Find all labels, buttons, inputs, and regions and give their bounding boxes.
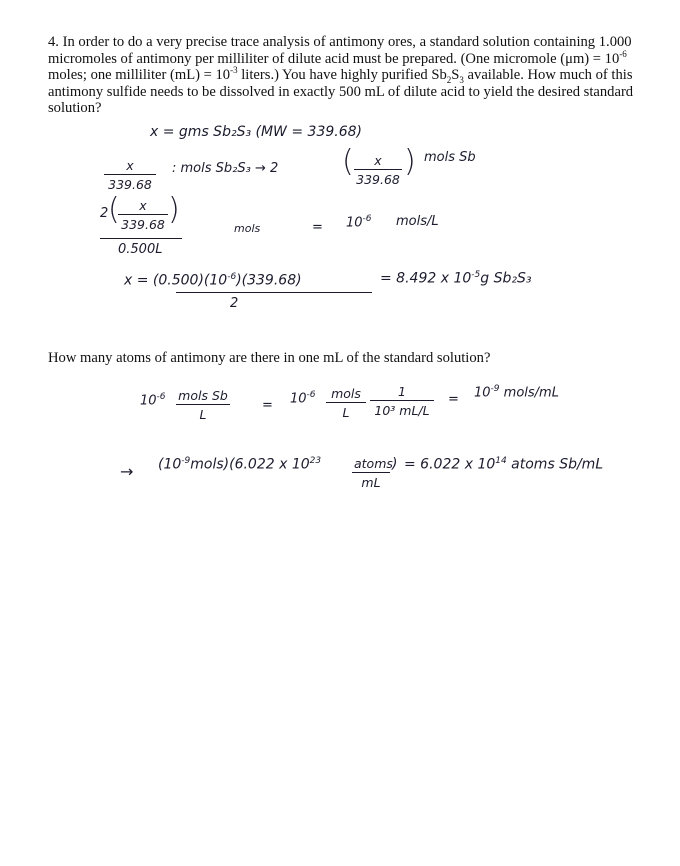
hw-ml-denominator: mL: [361, 475, 381, 490]
hw-b-numerator: mols: [326, 386, 366, 403]
hw-x-calculation: $x = (0.500)(10^{-6})(339.68)$: [124, 272, 302, 289]
hw-conc-b: $10^{-6}$: [290, 390, 316, 407]
hw-equals-b: =: [448, 392, 459, 407]
hw-paren-open: (: [342, 144, 354, 179]
hw-c-denominator: 10³ mL/L: [374, 403, 430, 418]
question-atoms: How many atoms of antimony are there in one mL of the standard solution?: [48, 350, 491, 366]
hw-mols-per-l-b: [326, 386, 366, 420]
hw-atoms-per-ml: [352, 456, 393, 490]
problem-statement: 4. In order to do a very precise trace analysis of antimony ores, a standard solution containing 1.000 micromoles of antimony per milliliter of dilute acid must be prepared. (One micromole $(\mu m) = 10^{-6}$ moles; one milliliter $(mL) = 10^{-3}$ liters.) You have highly purified $Sb_2S_3$ available. How much of this antimony sulfide needs to be dissolved in exactly 500 mL of dilute acid to yield the desired standard solution?: [48, 34, 634, 117]
hw-coefficient-two: 2: [100, 206, 109, 221]
hw-x-result: = 8.492 x $10^{-5}g$ Sb₂S₃: [380, 270, 532, 287]
hw-equals: =: [312, 220, 323, 235]
hw-volume-denominator: 0.500L: [118, 242, 163, 257]
hw-paren-close: ): [404, 144, 416, 179]
hw-mols-per-l: mols/L: [396, 214, 439, 229]
hw-fraction-bar: [100, 238, 182, 239]
hw-paren-close-d: ): [392, 456, 398, 472]
hw-conversion-factor: [370, 384, 434, 418]
hw-c-numerator: 1: [370, 384, 434, 401]
hw-inner-denominator: 339.68: [356, 172, 400, 187]
hw-fraction-x-over-mw: [104, 158, 156, 192]
arrow-icon: →: [120, 462, 134, 481]
hw-paren-open-2: (: [108, 192, 120, 227]
hw-a-numerator: mols Sb: [176, 388, 230, 405]
hw-atoms-numerator: atoms: [354, 456, 393, 471]
hw-inner-fraction-2: [118, 198, 168, 232]
hw-definition-line: x = gms Sb₂S₃ (MW = 339.68): [150, 124, 362, 140]
hw-equals-a: =: [262, 398, 273, 413]
hw-fraction-denominator: 339.68: [108, 177, 152, 192]
hw-fraction-numerator: x: [104, 158, 156, 175]
hw-atoms-calculation: $(10^{-9}mols)(6.022$ x $10^{23}$: [158, 456, 322, 473]
hw-inner2-denominator: 339.68: [121, 217, 165, 232]
hw-result-mols-per-ml: $10^{-9}$ mols/mL: [474, 384, 559, 401]
hw-inner-numerator: x: [354, 153, 402, 170]
hw-x-denominator: 2: [230, 296, 239, 311]
hw-concentration: $10^{-6}$: [346, 214, 372, 231]
hw-b-denominator: L: [342, 405, 350, 420]
hw-final-answer: = 6.022 x $10^{14}$ atoms Sb/mL: [404, 456, 604, 473]
hw-inner-fraction: [354, 153, 402, 187]
hw-a-denominator: L: [199, 407, 207, 422]
hw-inner2-numerator: x: [118, 198, 168, 215]
hw-paren-close-2: ): [168, 192, 180, 227]
hw-mols-label: mols: [234, 222, 261, 235]
hw-mols-sb: mols Sb: [424, 150, 476, 165]
hw-conc-start: $10^{-6}$: [140, 392, 166, 409]
hw-mols-sb-per-l: [176, 388, 230, 422]
hw-x-fraction-bar: [176, 292, 372, 293]
hw-moles-eq: : mols Sb₂S₃ → 2: [172, 161, 279, 176]
